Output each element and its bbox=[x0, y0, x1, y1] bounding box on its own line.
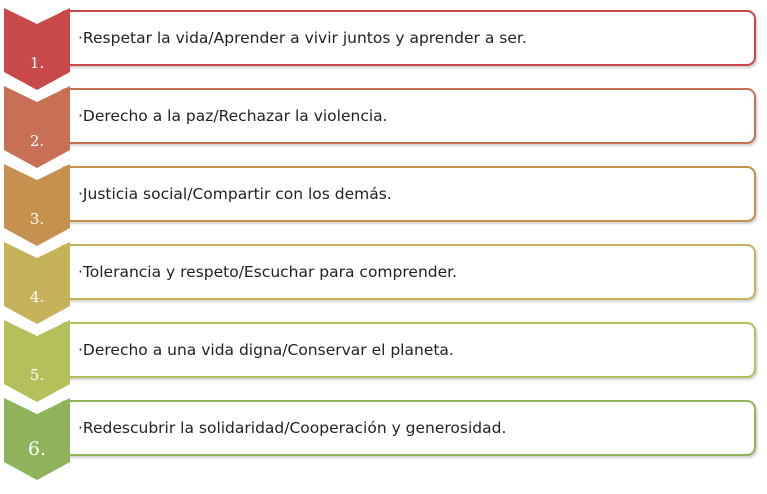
step-3-chevron bbox=[4, 164, 70, 246]
step-5-chevron bbox=[4, 320, 70, 402]
step-1 bbox=[0, 10, 767, 88]
step-3 bbox=[0, 166, 767, 244]
step-3-text: ·Justicia social/Compartir con los demás. bbox=[78, 185, 392, 203]
step-4-text: ·Tolerancia y respeto/Escuchar para comprender. bbox=[78, 263, 458, 281]
step-4-chevron bbox=[4, 242, 70, 324]
step-6-number: 6. bbox=[27, 438, 47, 460]
step-2-chevron bbox=[4, 86, 70, 168]
step-1-chevron bbox=[4, 8, 70, 90]
step-5-number: 5. bbox=[29, 366, 45, 384]
step-5 bbox=[0, 322, 767, 400]
step-2-number: 2. bbox=[29, 132, 45, 150]
step-2 bbox=[0, 88, 767, 166]
step-1-text: ·Respetar la vida/Aprender a vivir juntos y aprender a ser. bbox=[78, 29, 527, 47]
step-4 bbox=[0, 244, 767, 322]
step-1-number: 1. bbox=[29, 54, 45, 72]
step-6-text: ·Redescubrir la solidaridad/Cooperación y generosidad. bbox=[78, 419, 507, 437]
step-3-number: 3. bbox=[29, 210, 45, 228]
step-4-number: 4. bbox=[29, 288, 45, 306]
step-2-text: ·Derecho a la paz/Rechazar la violencia. bbox=[78, 107, 388, 125]
step-6 bbox=[0, 400, 767, 478]
step-5-text: ·Derecho a una vida digna/Conservar el planeta. bbox=[78, 341, 454, 359]
